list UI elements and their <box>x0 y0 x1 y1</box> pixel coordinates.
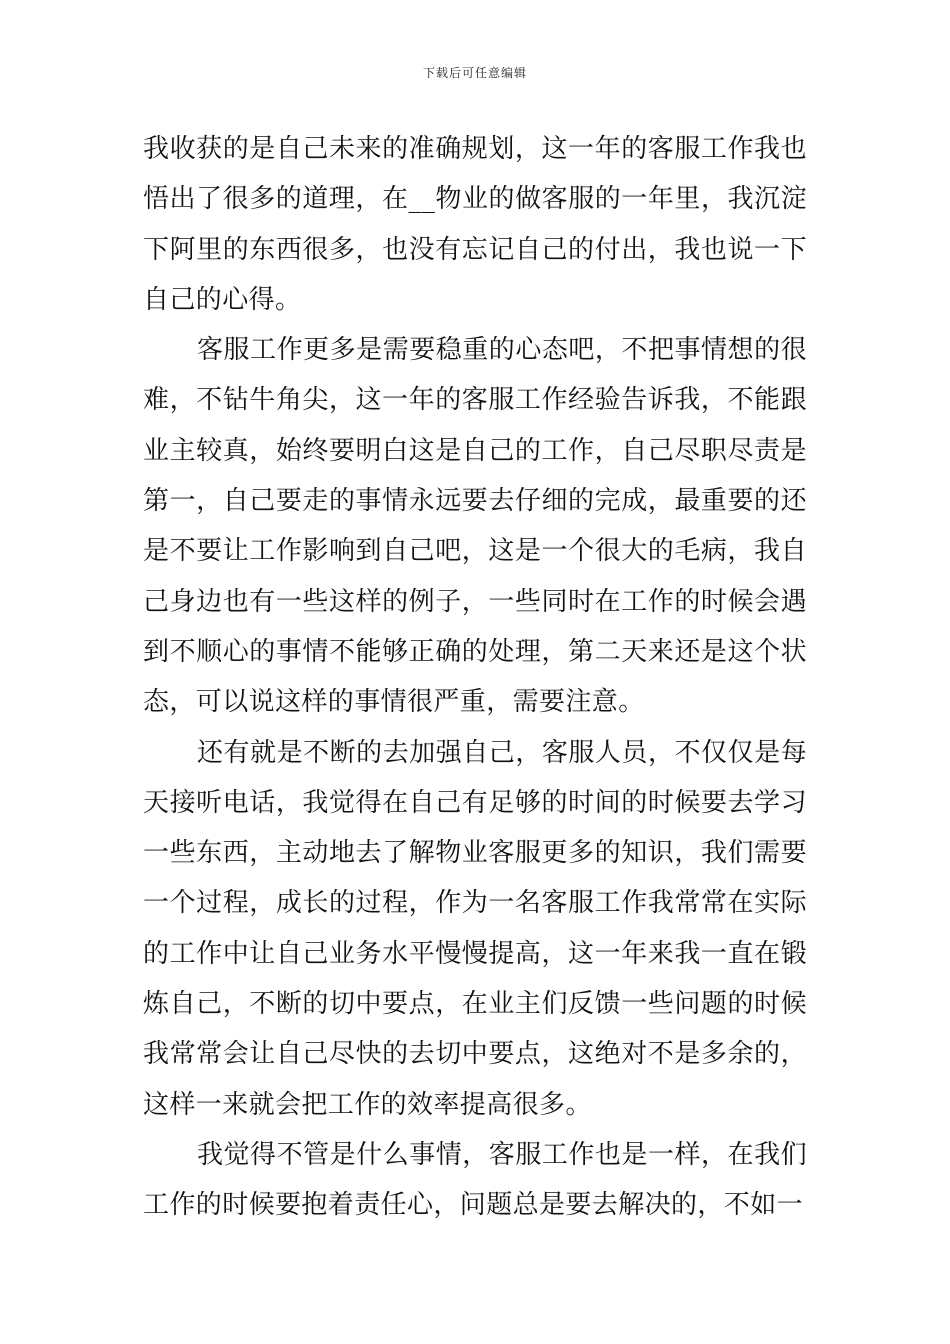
paragraph-2: 客服工作更多是需要稳重的心态吧，不把事情想的很难，不钻牛角尖，这一年的客服工作经验告诉我，不能跟业主较真，始终要明白这是自己的工作，自己尽职尽责是第一，自己要走的事情永远要去仔细的完成，最重要的还是不要让工作影响到自己吧，这是一个很大的毛病，我自己身边也有一些这样的例子，一些同时在工作的时候会遇到不顺心的事情不能够正确的处理，第二天来还是这个状态，可以说这样的事情很严重，需要注意。 <box>143 335 807 718</box>
paragraph-4: 我觉得不管是什么事情，客服工作也是一样，在我们工作的时候要抱着责任心，问题总是要去解决的，不如一 <box>143 1139 807 1221</box>
paragraph-3: 还有就是不断的去加强自己，客服人员，不仅仅是每天接听电话，我觉得在自己有足够的时间的时候要去学习一些东西，主动地去了解物业客服更多的知识，我们需要一个过程，成长的过程，作为一名客服工作我常常在实际的工作中让自己业务水平慢慢提高，这一年来我一直在锻炼自己，不断的切中要点，在业主们反馈一些问题的时候我常常会让自己尽快的去切中要点，这绝对不是多余的，这样一来就会把工作的效率提高很多。 <box>143 737 807 1120</box>
header-note: 下载后可任意编辑 <box>422 66 527 80</box>
paragraph-1: 我收获的是自己未来的准确规划，这一年的客服工作我也悟出了很多的道理，在__物业的做客服的一年里，我沉淀下阿里的东西很多，也没有忘记自己的付出，我也说一下自己的心得。 <box>143 134 807 315</box>
body-text <box>143 124 807 1231</box>
